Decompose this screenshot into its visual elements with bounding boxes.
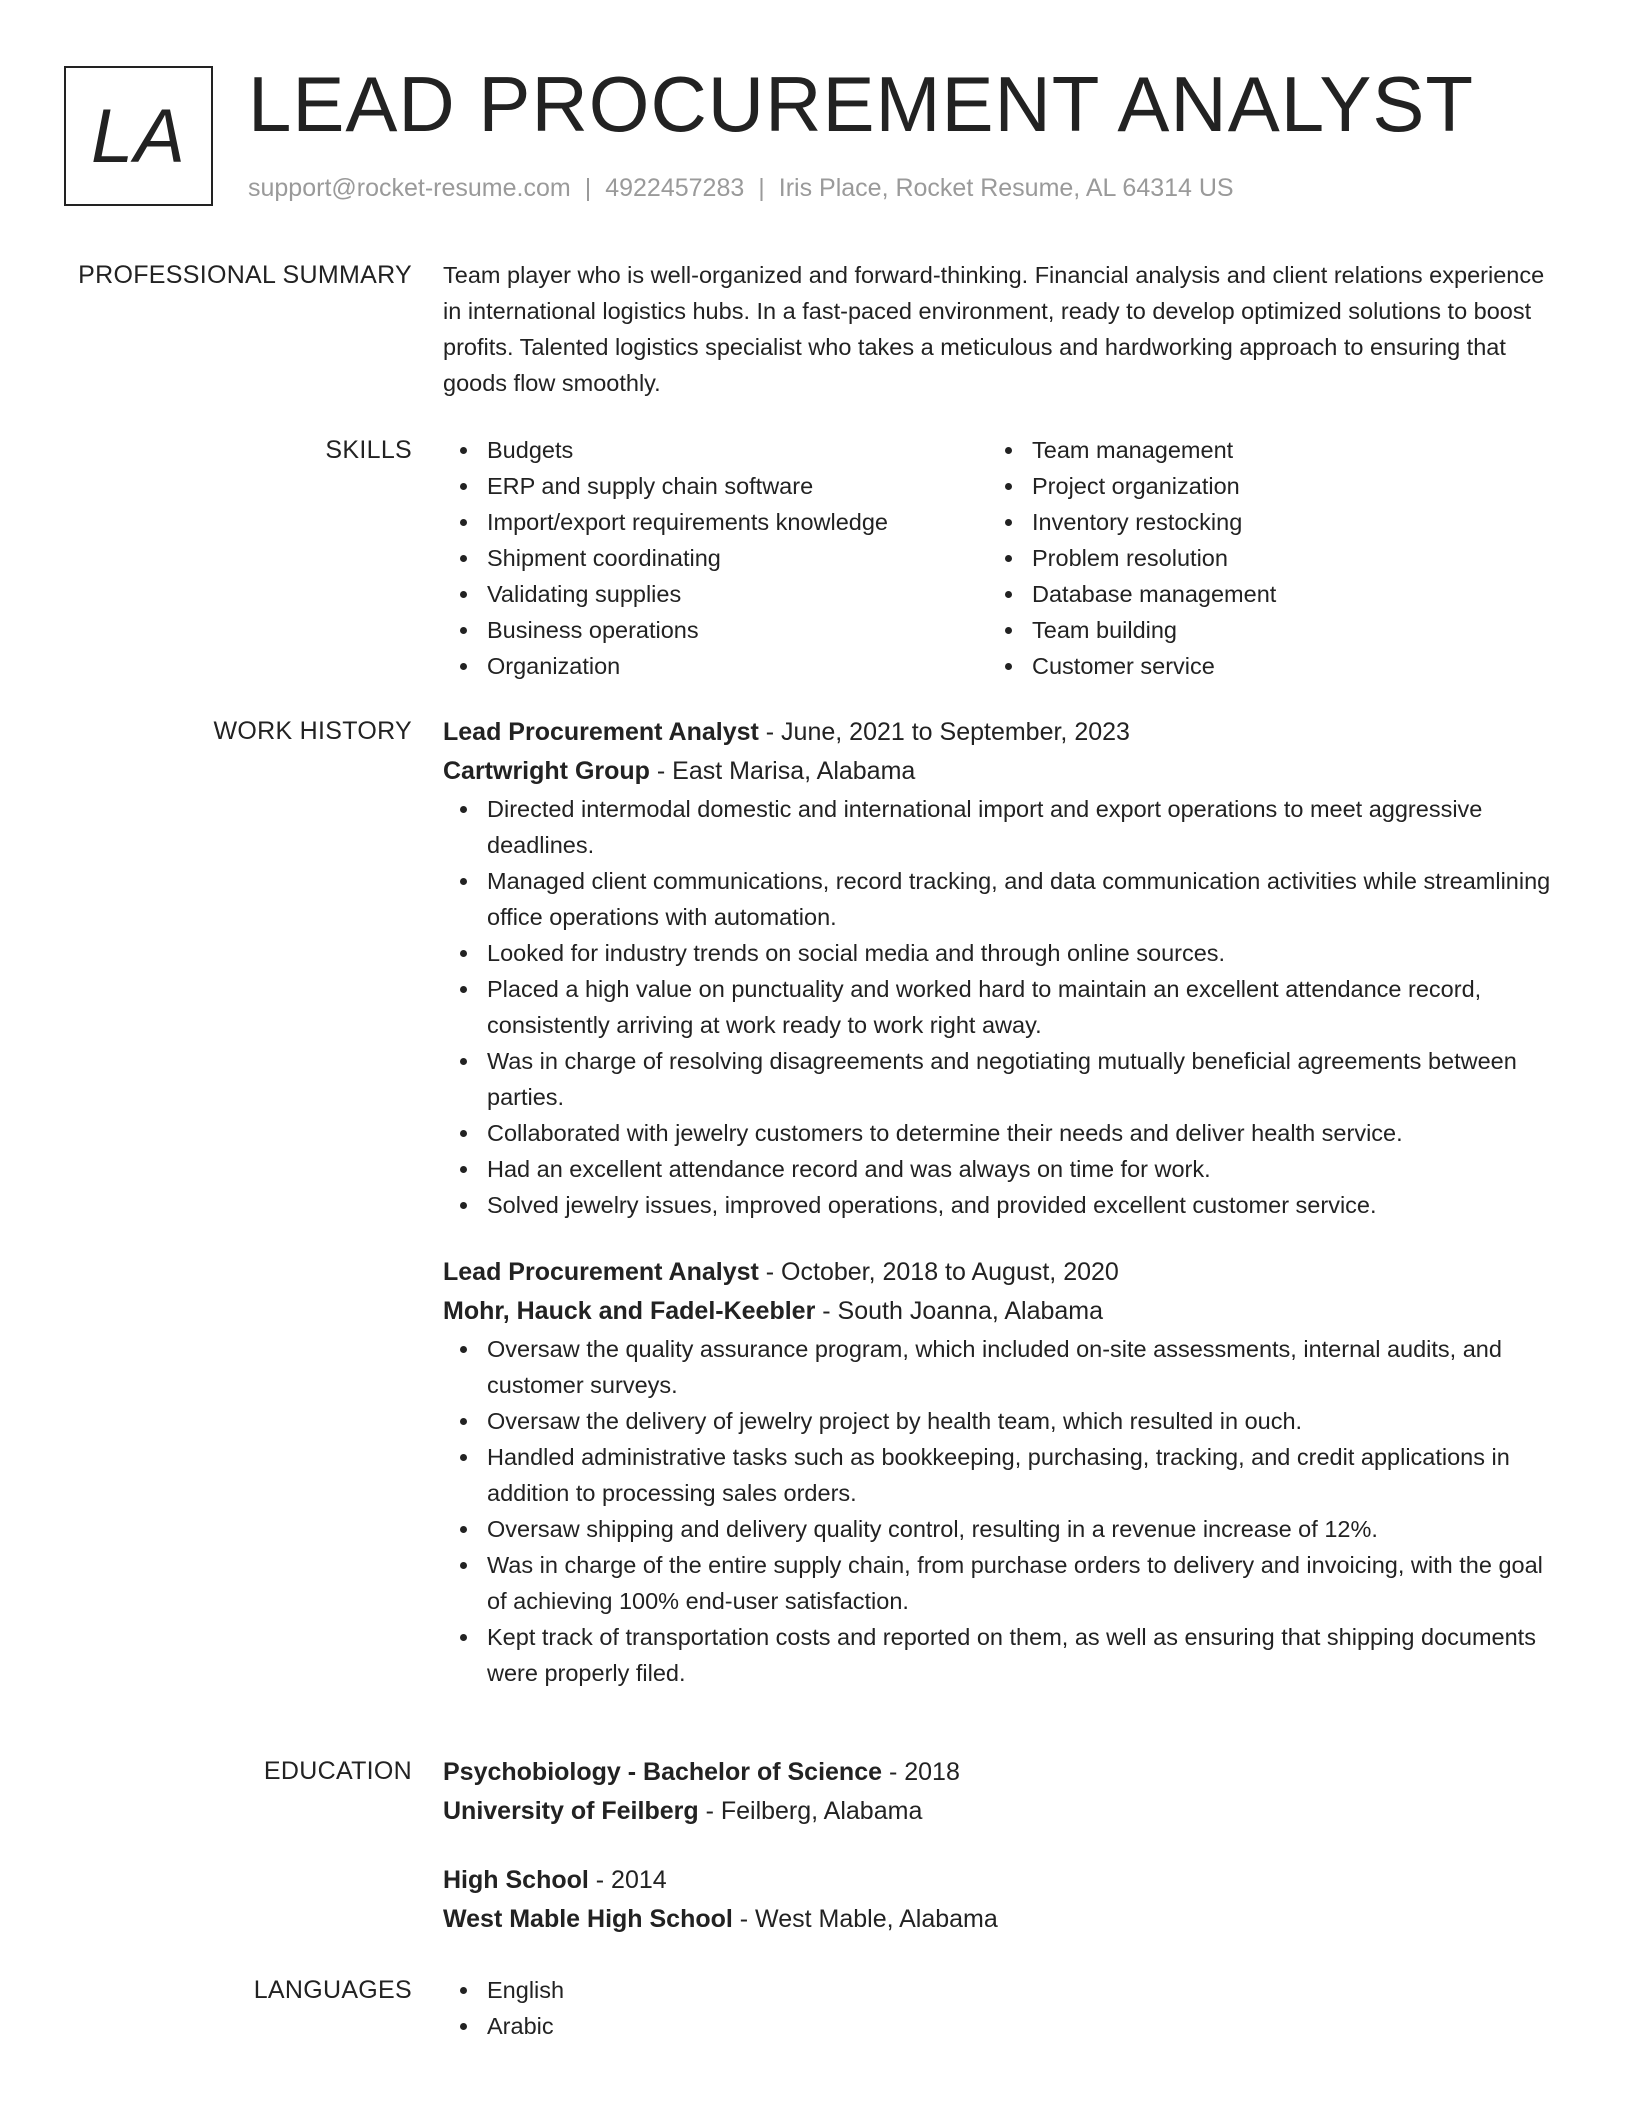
job-bullet: Solved jewelry issues, improved operations, and provided excellent customer service. [443,1187,1558,1223]
job-bullet: Handled administrative tasks such as bookkeeping, purchasing, tracking, and credit applications in addition to processing sales orders. [443,1439,1558,1511]
section-label-languages: LANGUAGES [253,1976,412,2004]
section-label-education: EDUCATION [263,1757,412,1785]
monogram-initials: LA [91,93,186,179]
work-body [443,713,1558,1691]
degree: Psychobiology - Bachelor of Science [443,1758,883,1786]
skill-item: Import/export requirements knowledge [443,504,988,540]
section-label-skills: SKILLS [325,436,412,464]
resume-title: LEAD PROCUREMENT ANALYST [248,60,1475,148]
skill-item: Validating supplies [443,576,988,612]
section-label-work: WORK HISTORY [213,717,412,745]
skill-item: Customer service [988,648,1533,684]
job-location: - East Marisa, Alabama [649,757,916,785]
job-title-line [443,1253,1558,1292]
skill-item: Budgets [443,432,988,468]
school-name: University of Feilberg [443,1797,699,1825]
skill-item: Team management [988,432,1533,468]
job-bullet: Oversaw the quality assurance program, which included on-site assessments, internal audits, and customer surveys. [443,1331,1558,1403]
graduation-year: - 2018 [882,1758,960,1786]
degree-line [443,1861,1558,1900]
contact-line [248,172,1234,205]
job-bullets [443,1331,1558,1691]
education-entry [443,1861,1558,1939]
school-location: - West Mable, Alabama [732,1905,998,1933]
job-entry [443,713,1558,1223]
job-bullet: Was in charge of resolving disagreements and negotiating mutually beneficial agreements between parties. [443,1043,1558,1115]
skill-item: Project organization [988,468,1533,504]
contact-separator: | [584,174,592,202]
job-bullet: Directed intermodal domestic and international import and export operations to meet aggressive deadlines. [443,791,1558,863]
skills-list-left [443,432,988,684]
skill-item: Inventory restocking [988,504,1533,540]
contact-email[interactable]: support@rocket-resume.com [248,174,571,202]
skill-item: Database management [988,576,1533,612]
skill-item: Team building [988,612,1533,648]
job-bullet: Oversaw the delivery of jewelry project by health team, which resulted in ouch. [443,1403,1558,1439]
job-entry [443,1253,1558,1691]
school-location: - Feilberg, Alabama [698,1797,923,1825]
monogram-box [64,66,213,206]
skills-list-right [988,432,1533,684]
job-bullet: Managed client communications, record tracking, and data communication activities while streamlining office operations with automation. [443,863,1558,935]
school-name: West Mable High School [443,1905,733,1933]
skill-item: Shipment coordinating [443,540,988,576]
skill-item: Problem resolution [988,540,1533,576]
language-item: English [443,1972,1558,2008]
education-entry [443,1753,1558,1831]
job-dates: - June, 2021 to September, 2023 [758,718,1130,746]
job-bullet: Had an excellent attendance record and was always on time for work. [443,1151,1558,1187]
job-bullet: Kept track of transportation costs and reported on them, as well as ensuring that shipping documents were properly filed. [443,1619,1558,1691]
languages-body [443,1972,1558,2044]
job-company-line [443,752,1558,791]
languages-list [443,1972,1558,2044]
job-location: - South Joanna, Alabama [815,1297,1104,1325]
contact-phone[interactable]: 4922457283 [605,174,745,202]
job-title-line [443,713,1558,752]
job-title: Lead Procurement Analyst [443,718,759,746]
skills-body [443,432,1558,684]
contact-address: Iris Place, Rocket Resume, AL 64314 US [778,174,1234,202]
job-dates: - October, 2018 to August, 2020 [758,1258,1119,1286]
section-label-summary: PROFESSIONAL SUMMARY [78,261,412,289]
skills-grid [443,432,1558,684]
skill-item: Organization [443,648,988,684]
job-bullet: Was in charge of the entire supply chain, from purchase orders to delivery and invoicing, with the goal of achieving 100% end-user satisfaction. [443,1547,1558,1619]
degree: High School [443,1866,589,1894]
degree-line [443,1753,1558,1792]
summary-body [443,257,1558,401]
graduation-year: - 2014 [588,1866,667,1894]
job-company: Cartwright Group [443,757,650,785]
job-company: Mohr, Hauck and Fadel-Keebler [443,1297,816,1325]
job-bullet: Collaborated with jewelry customers to determine their needs and deliver health service. [443,1115,1558,1151]
summary-text: Team player who is well-organized and forward-thinking. Financial analysis and client relations experience in international logistics hubs. In a fast-paced environment, ready to develop optimized solutions to boost profits. Talented logistics specialist who takes a meticulous and hardworking approach to ensuring that goods flow smoothly. [443,262,1545,396]
school-line [443,1792,1558,1831]
skills-column-left [443,432,988,684]
school-line [443,1900,1558,1939]
job-company-line [443,1292,1558,1331]
job-bullet: Placed a high value on punctuality and worked hard to maintain an excellent attendance record, consistently arriving at work ready to work right away. [443,971,1558,1043]
education-body [443,1753,1558,1939]
job-bullet: Oversaw shipping and delivery quality control, resulting in a revenue increase of 12%. [443,1511,1558,1547]
job-bullet: Looked for industry trends on social media and through online sources. [443,935,1558,971]
skills-column-right [988,432,1533,684]
job-bullets [443,791,1558,1223]
job-title: Lead Procurement Analyst [443,1258,759,1286]
skill-item: Business operations [443,612,988,648]
skill-item: ERP and supply chain software [443,468,988,504]
language-item: Arabic [443,2008,1558,2044]
contact-separator: | [758,174,765,202]
